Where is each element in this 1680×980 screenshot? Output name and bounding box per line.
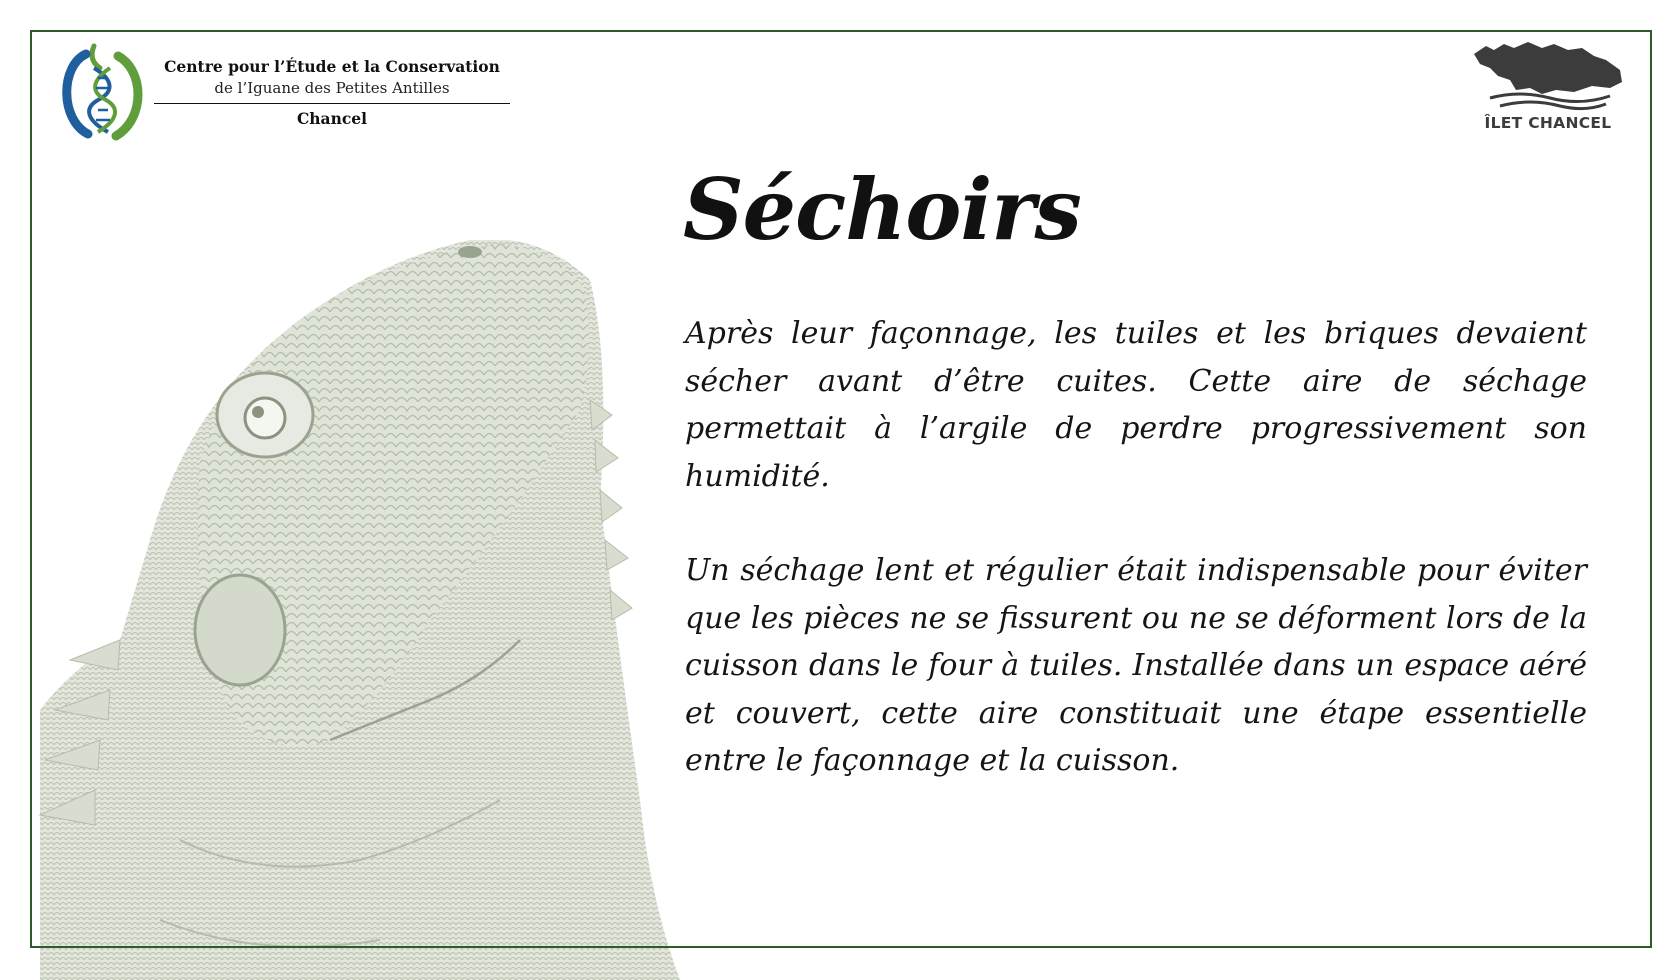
org-divider bbox=[154, 103, 510, 104]
iguana-illustration bbox=[0, 240, 680, 980]
paragraph-2: Un séchage lent et régulier était indispensable pour éviter que les pièces ne se fissurent ou ne se déforment lors de la cuisson dans le four à tuiles. Installée dans un espace aéré et couvert, cette aire constituait une étape essentielle entre le façonnage et la cuisson. bbox=[685, 553, 1587, 778]
org-name-line1: Centre pour l’Étude et la Conservation bbox=[164, 56, 500, 76]
org-name-block bbox=[154, 57, 510, 128]
org-name-line2: de l’Iguane des Petites Antilles bbox=[214, 78, 450, 97]
island-logo-label: ÎLET CHANCEL bbox=[1484, 114, 1612, 132]
page-title: Séchoirs bbox=[683, 160, 1081, 259]
org-name-line3: Chancel bbox=[296, 108, 368, 128]
island-silhouette-icon bbox=[1470, 40, 1626, 112]
org-header bbox=[58, 40, 510, 144]
body-text bbox=[685, 310, 1587, 832]
ilet-chancel-logo bbox=[1468, 40, 1628, 132]
paragraph-1: Après leur façonnage, les tuiles et les briques devaient sécher avant d’être cuites. Cette aire de séchage permettait à l’argile de perdre progressivement son humidité. bbox=[685, 316, 1587, 494]
dna-helix-icon bbox=[58, 40, 146, 144]
